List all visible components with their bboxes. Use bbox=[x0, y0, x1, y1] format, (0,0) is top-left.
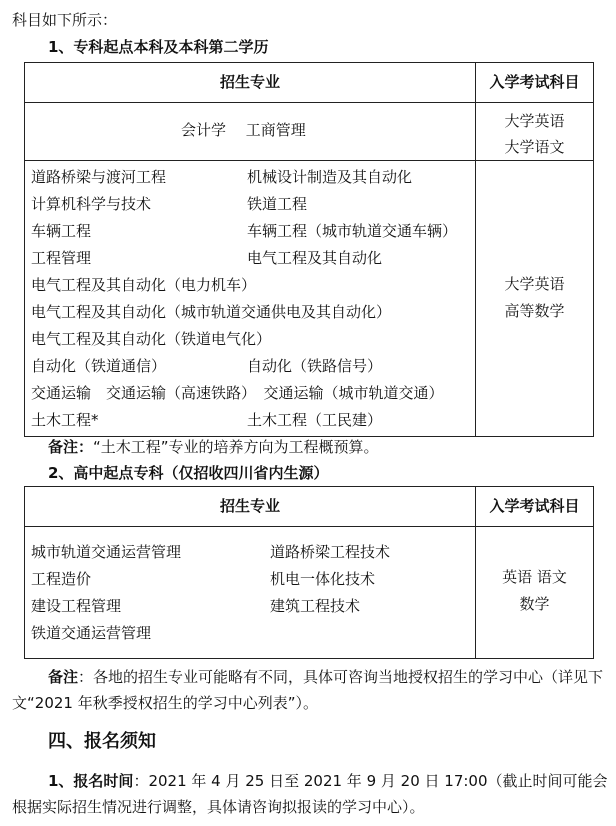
major-item: 工程管理 bbox=[31, 249, 92, 267]
table1-header-exam: 入学考试科目 bbox=[476, 63, 594, 103]
major-item: 机械设计制造及其自动化 bbox=[247, 168, 413, 186]
major-item: 建筑工程技术 bbox=[270, 597, 361, 615]
table1-header-major: 招生专业 bbox=[25, 63, 476, 103]
major-item: 土木工程（工民建） bbox=[247, 411, 383, 429]
note2 bbox=[12, 664, 608, 716]
registration-time-text: ：2021 年 4 月 25 日至 2021 年 9 月 20 日 17:00（截止时间可能会根据实际招生情况进行调整，具体请咨询拟报读的学习中心）。 bbox=[12, 772, 608, 816]
exam-subject: 数学 bbox=[519, 595, 550, 613]
section1-title: 1、专科起点本科及本科第二学历 bbox=[48, 38, 269, 56]
note2-label: 备注 bbox=[48, 668, 79, 686]
major-item: 电气工程及其自动化（铁道电气化） bbox=[31, 330, 272, 348]
note1 bbox=[48, 440, 379, 455]
major-item: 土木工程* bbox=[31, 411, 99, 429]
exam-subject: 大学英语 bbox=[504, 112, 565, 130]
registration-time-label: 1、报名时间 bbox=[48, 772, 134, 790]
major-item: 道路桥梁与渡河工程 bbox=[31, 168, 167, 186]
table2-header-major: 招生专业 bbox=[25, 487, 476, 527]
major-item: 车辆工程（城市轨道交通车辆） bbox=[247, 222, 458, 240]
major-item: 自动化（铁道通信） bbox=[31, 357, 167, 375]
major-item: 工程造价 bbox=[31, 570, 92, 588]
section4-title: 四、报名须知 bbox=[48, 731, 156, 752]
table2-majors bbox=[25, 527, 476, 659]
table2-exams bbox=[476, 527, 594, 659]
table1-row2-exams bbox=[476, 161, 594, 437]
note1-text: “土木工程”专业的培养方向为工程概预算。 bbox=[93, 438, 379, 456]
major-item: 道路桥梁工程技术 bbox=[270, 543, 391, 561]
table-junior-college bbox=[24, 486, 594, 659]
exam-subject: 大学语文 bbox=[504, 138, 565, 156]
major-item: 电气工程及其自动化 bbox=[247, 249, 383, 267]
exam-subject: 高等数学 bbox=[504, 302, 565, 320]
table2-header-exam: 入学考试科目 bbox=[476, 487, 594, 527]
exam-subject: 大学英语 bbox=[504, 275, 565, 293]
major-item: 车辆工程 bbox=[31, 222, 92, 240]
table1-row1-exams bbox=[476, 103, 594, 161]
major-item: 铁道工程 bbox=[247, 195, 308, 213]
major-item: 电气工程及其自动化（城市轨道交通供电及其自动化） bbox=[31, 303, 392, 321]
major-item: 城市轨道交通运营管理 bbox=[31, 543, 182, 561]
major-item: 机电一体化技术 bbox=[270, 570, 376, 588]
intro-text: 科目如下所示： bbox=[12, 11, 118, 29]
major-item: 交通运输 交通运输（高速铁路） 交通运输（城市轨道交通） bbox=[31, 384, 444, 402]
table-undergraduate bbox=[24, 62, 594, 437]
major-item: 自动化（铁路信号） bbox=[247, 357, 383, 375]
table1-row2-majors bbox=[25, 161, 476, 437]
note2-text: ：各地的招生专业可能略有不同，具体可咨询当地授权招生的学习中心（详见下文“2021 年秋季授权招生的学习中心列表”）。 bbox=[12, 668, 604, 712]
registration-time bbox=[12, 768, 608, 820]
exam-subject: 英语 语文 bbox=[502, 568, 567, 586]
major-item: 计算机科学与技术 bbox=[31, 195, 152, 213]
major-item: 建设工程管理 bbox=[31, 597, 122, 615]
table1-row1-majors: 会计学 工商管理 bbox=[25, 103, 476, 161]
major-item: 铁道交通运营管理 bbox=[31, 624, 152, 642]
note1-label: 备注： bbox=[48, 438, 94, 456]
major-item: 电气工程及其自动化（电力机车） bbox=[31, 276, 257, 294]
section2-title: 2、高中起点专科（仅招收四川省内生源） bbox=[48, 464, 329, 482]
